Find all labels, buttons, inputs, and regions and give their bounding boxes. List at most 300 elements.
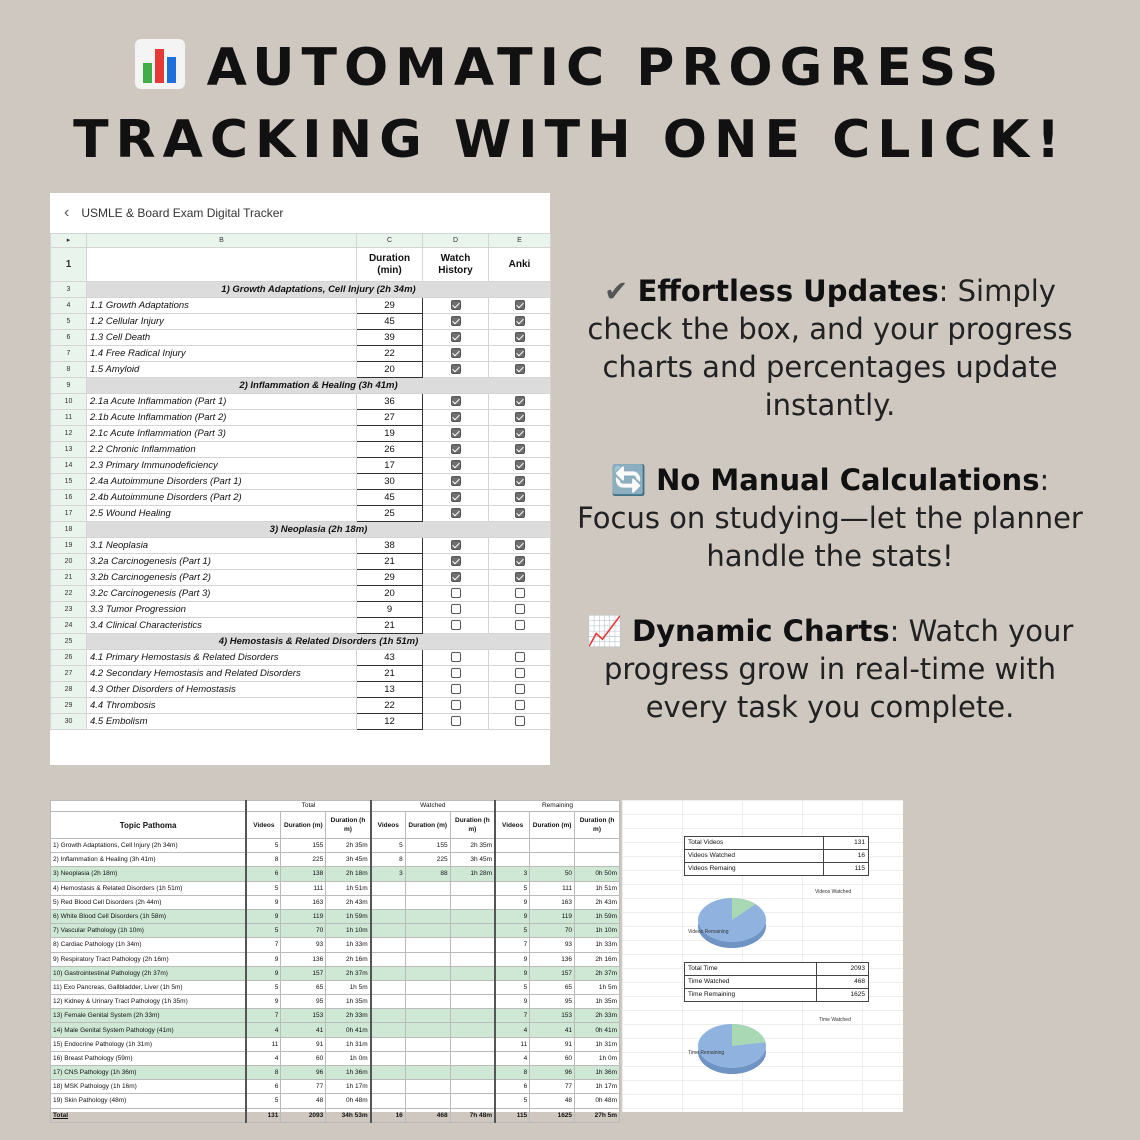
watched-minutes-cell[interactable] [405,966,450,980]
watch-checkbox[interactable] [451,572,461,582]
total-minutes-cell[interactable]: 93 [281,938,326,952]
remaining-minutes-cell[interactable]: 70 [530,924,575,938]
remaining-minutes-cell[interactable]: 95 [530,995,575,1009]
column-letter-d[interactable]: D [423,234,489,248]
watched-minutes-cell[interactable] [405,1080,450,1094]
total-videos-cell[interactable]: 5 [246,980,281,994]
total-minutes-cell[interactable]: 95 [281,995,326,1009]
total-videos-cell[interactable]: 4 [246,1023,281,1037]
remaining-minutes-cell[interactable]: 48 [530,1094,575,1108]
watched-minutes-cell[interactable] [405,938,450,952]
topic-cell[interactable]: 2.1c Acute Inflammation (Part 3) [87,426,357,442]
watch-checkbox[interactable] [451,300,461,310]
remaining-minutes-cell[interactable]: 111 [530,881,575,895]
row-number[interactable]: 14 [51,458,87,474]
watched-minutes-cell[interactable]: 88 [405,867,450,881]
remaining-videos-cell[interactable]: 9 [495,895,530,909]
duration-cell[interactable]: 30 [357,474,423,490]
topic-cell[interactable]: 14) Male Genital System Pathology (41m) [51,1023,247,1037]
watch-checkbox[interactable] [451,540,461,550]
remaining-minutes-cell[interactable]: 136 [530,952,575,966]
duration-cell[interactable]: 38 [357,538,423,554]
watch-checkbox[interactable] [451,508,461,518]
topic-cell[interactable]: 10) Gastrointestinal Pathology (2h 37m) [51,966,247,980]
anki-checkbox[interactable] [515,652,525,662]
topic-cell[interactable]: 6) White Blood Cell Disorders (1h 58m) [51,909,247,923]
column-letter-b[interactable]: B [87,234,357,248]
anki-checkbox[interactable] [515,332,525,342]
topic-cell[interactable]: 8) Cardiac Pathology (1h 34m) [51,938,247,952]
duration-cell[interactable]: 36 [357,394,423,410]
topic-cell[interactable]: 1) Growth Adaptations, Cell Injury (2h 34m) [51,839,247,853]
chevron-left-icon[interactable]: ‹ [64,204,70,221]
remaining-minutes-cell[interactable]: 41 [530,1023,575,1037]
remaining-videos-cell[interactable]: 9 [495,909,530,923]
watched-hm-cell[interactable]: 3h 45m [450,853,495,867]
topic-cell[interactable]: 2.5 Wound Healing [87,506,357,522]
topic-cell[interactable]: 4.2 Secondary Hemostasis and Related Disorders [87,666,357,682]
remaining-hm-cell[interactable]: 1h 31m [575,1037,620,1051]
row-number[interactable]: 18 [51,522,87,538]
row-number[interactable]: 21 [51,570,87,586]
total-minutes-cell[interactable]: 155 [281,839,326,853]
watched-hm-cell[interactable]: 1h 28m [450,867,495,881]
duration-cell[interactable]: 20 [357,586,423,602]
watch-checkbox[interactable] [451,556,461,566]
topic-cell[interactable]: 2.4b Autoimmune Disorders (Part 2) [87,490,357,506]
corner-cell[interactable]: ▸ [51,234,87,248]
total-minutes-cell[interactable]: 136 [281,952,326,966]
watched-hm-cell[interactable] [450,1023,495,1037]
remaining-hm-cell[interactable]: 1h 33m [575,938,620,952]
duration-cell[interactable]: 39 [357,330,423,346]
anki-checkbox[interactable] [515,556,525,566]
watched-videos-cell[interactable]: 3 [371,867,406,881]
row-number[interactable]: 15 [51,474,87,490]
anki-checkbox[interactable] [515,316,525,326]
topic-cell[interactable]: 1.1 Growth Adaptations [87,298,357,314]
row-number[interactable]: 5 [51,314,87,330]
watched-hm-cell[interactable] [450,1094,495,1108]
topic-cell[interactable]: 3) Neoplasia (2h 18m) [51,867,247,881]
watched-minutes-cell[interactable] [405,909,450,923]
watch-checkbox[interactable] [451,348,461,358]
total-hm-cell[interactable]: 1h 17m [326,1080,371,1094]
watched-hm-cell[interactable] [450,938,495,952]
watched-minutes-cell[interactable] [405,881,450,895]
anki-checkbox[interactable] [515,364,525,374]
remaining-hm-cell[interactable]: 2h 37m [575,966,620,980]
remaining-hm-cell[interactable]: 1h 5m [575,980,620,994]
duration-cell[interactable]: 22 [357,346,423,362]
anki-checkbox[interactable] [515,428,525,438]
anki-checkbox[interactable] [515,572,525,582]
remaining-hm-cell[interactable]: 0h 50m [575,867,620,881]
topic-cell[interactable]: 5) Red Blood Cell Disorders (2h 44m) [51,895,247,909]
remaining-hm-cell[interactable]: 2h 16m [575,952,620,966]
watched-hm-cell[interactable] [450,1037,495,1051]
total-videos-cell[interactable]: 9 [246,966,281,980]
watch-checkbox[interactable] [451,428,461,438]
watched-videos-cell[interactable] [371,995,406,1009]
remaining-videos-cell[interactable]: 4 [495,1023,530,1037]
anki-checkbox[interactable] [515,300,525,310]
watched-videos-cell[interactable] [371,1037,406,1051]
total-minutes-cell[interactable]: 119 [281,909,326,923]
total-minutes-cell[interactable]: 91 [281,1037,326,1051]
total-minutes-cell[interactable]: 77 [281,1080,326,1094]
duration-cell[interactable]: 21 [357,618,423,634]
watch-checkbox[interactable] [451,620,461,630]
watched-minutes-cell[interactable] [405,1094,450,1108]
topic-cell[interactable]: 18) MSK Pathology (1h 16m) [51,1080,247,1094]
total-videos-cell[interactable]: 9 [246,995,281,1009]
watched-videos-cell[interactable]: 5 [371,839,406,853]
anki-checkbox[interactable] [515,396,525,406]
topic-cell[interactable]: 4.4 Thrombosis [87,698,357,714]
remaining-videos-cell[interactable]: 5 [495,924,530,938]
remaining-minutes-cell[interactable]: 60 [530,1051,575,1065]
total-videos-cell[interactable]: 9 [246,952,281,966]
total-minutes-cell[interactable]: 41 [281,1023,326,1037]
total-videos-cell[interactable]: 5 [246,839,281,853]
remaining-videos-cell[interactable]: 7 [495,1009,530,1023]
total-hm-cell[interactable]: 1h 33m [326,938,371,952]
total-videos-cell[interactable]: 5 [246,881,281,895]
total-minutes-cell[interactable]: 96 [281,1066,326,1080]
row-number[interactable]: 7 [51,346,87,362]
total-hm-cell[interactable]: 1h 0m [326,1051,371,1065]
watched-minutes-cell[interactable] [405,924,450,938]
total-hm-cell[interactable]: 1h 31m [326,1037,371,1051]
watched-videos-cell[interactable] [371,1009,406,1023]
total-videos-cell[interactable]: 9 [246,909,281,923]
topic-cell[interactable]: 11) Exo Pancreas, Gallbladder, Liver (1h 5m) [51,980,247,994]
anki-checkbox[interactable] [515,620,525,630]
row-number[interactable]: 30 [51,714,87,730]
remaining-videos-cell[interactable]: 8 [495,1066,530,1080]
watch-checkbox[interactable] [451,460,461,470]
remaining-hm-cell[interactable] [575,839,620,853]
topic-cell[interactable]: 13) Female Genital System (2h 33m) [51,1009,247,1023]
total-hm-cell[interactable]: 1h 5m [326,980,371,994]
watch-checkbox[interactable] [451,668,461,678]
total-minutes-cell[interactable]: 153 [281,1009,326,1023]
row-number[interactable]: 13 [51,442,87,458]
total-hm-cell[interactable]: 2h 35m [326,839,371,853]
row-number[interactable]: 6 [51,330,87,346]
watched-hm-cell[interactable] [450,895,495,909]
duration-cell[interactable]: 26 [357,442,423,458]
remaining-hm-cell[interactable]: 1h 0m [575,1051,620,1065]
watched-videos-cell[interactable] [371,938,406,952]
watched-hm-cell[interactable] [450,881,495,895]
remaining-videos-cell[interactable]: 3 [495,867,530,881]
duration-cell[interactable]: 22 [357,698,423,714]
total-videos-cell[interactable]: 8 [246,1066,281,1080]
total-minutes-cell[interactable]: 157 [281,966,326,980]
duration-cell[interactable]: 20 [357,362,423,378]
total-videos-cell[interactable]: 9 [246,895,281,909]
anki-checkbox[interactable] [515,444,525,454]
total-hm-cell[interactable]: 34h 53m [326,1108,371,1122]
watched-hm-cell[interactable] [450,909,495,923]
topic-cell[interactable]: 3.4 Clinical Characteristics [87,618,357,634]
anki-checkbox[interactable] [515,716,525,726]
duration-cell[interactable]: 21 [357,666,423,682]
watch-checkbox[interactable] [451,412,461,422]
remaining-videos-cell[interactable]: 9 [495,966,530,980]
duration-cell[interactable]: 45 [357,490,423,506]
duration-cell[interactable]: 17 [357,458,423,474]
remaining-videos-cell[interactable]: 9 [495,952,530,966]
remaining-hm-cell[interactable]: 1h 59m [575,909,620,923]
total-minutes-cell[interactable]: 70 [281,924,326,938]
row-number[interactable]: 26 [51,650,87,666]
row-number[interactable]: 4 [51,298,87,314]
row-number[interactable]: 19 [51,538,87,554]
column-letter-c[interactable]: C [357,234,423,248]
total-videos-cell[interactable]: 7 [246,938,281,952]
watched-videos-cell[interactable] [371,1023,406,1037]
watch-checkbox[interactable] [451,652,461,662]
topic-cell[interactable]: 2.1b Acute Inflammation (Part 2) [87,410,357,426]
watch-checkbox[interactable] [451,492,461,502]
duration-cell[interactable]: 12 [357,714,423,730]
remaining-hm-cell[interactable]: 1h 51m [575,881,620,895]
watched-minutes-cell[interactable] [405,1051,450,1065]
watched-videos-cell[interactable] [371,1066,406,1080]
duration-cell[interactable]: 9 [357,602,423,618]
watched-hm-cell[interactable] [450,980,495,994]
topic-cell[interactable]: 1.4 Free Radical Injury [87,346,357,362]
watch-checkbox[interactable] [451,588,461,598]
watched-minutes-cell[interactable] [405,952,450,966]
topic-cell[interactable]: 3.2a Carcinogenesis (Part 1) [87,554,357,570]
topic-cell[interactable]: 3.3 Tumor Progression [87,602,357,618]
watched-videos-cell[interactable] [371,952,406,966]
total-hm-cell[interactable]: 1h 36m [326,1066,371,1080]
topic-cell[interactable]: 4) Hemostasis & Related Disorders (1h 51m) [51,881,247,895]
remaining-minutes-cell[interactable] [530,853,575,867]
total-hm-cell[interactable]: 1h 35m [326,995,371,1009]
topic-cell[interactable]: 16) Breast Pathology (59m) [51,1051,247,1065]
row-number[interactable]: 3 [51,282,87,298]
row-number[interactable]: 8 [51,362,87,378]
watch-checkbox[interactable] [451,604,461,614]
watched-minutes-cell[interactable] [405,1023,450,1037]
watched-hm-cell[interactable] [450,1066,495,1080]
watched-hm-cell[interactable] [450,1009,495,1023]
watched-videos-cell[interactable] [371,1094,406,1108]
topic-cell[interactable]: 2.1a Acute Inflammation (Part 1) [87,394,357,410]
watched-hm-cell[interactable] [450,966,495,980]
total-hm-cell[interactable]: 1h 59m [326,909,371,923]
watched-minutes-cell[interactable] [405,1009,450,1023]
duration-cell[interactable]: 27 [357,410,423,426]
watched-hm-cell[interactable]: 2h 35m [450,839,495,853]
watch-checkbox[interactable] [451,396,461,406]
watched-videos-cell[interactable]: 8 [371,853,406,867]
total-minutes-cell[interactable]: 60 [281,1051,326,1065]
total-videos-cell[interactable]: 6 [246,867,281,881]
topic-cell[interactable]: 3.2b Carcinogenesis (Part 2) [87,570,357,586]
topic-cell[interactable]: 12) Kidney & Urinary Tract Pathology (1h 35m) [51,995,247,1009]
watched-minutes-cell[interactable]: 468 [405,1108,450,1122]
remaining-minutes-cell[interactable]: 163 [530,895,575,909]
remaining-hm-cell[interactable]: 2h 33m [575,1009,620,1023]
topic-cell[interactable]: 4.1 Primary Hemostasis & Related Disorders [87,650,357,666]
watched-hm-cell[interactable] [450,1080,495,1094]
watched-minutes-cell[interactable]: 225 [405,853,450,867]
watched-videos-cell[interactable] [371,924,406,938]
row-number[interactable]: 17 [51,506,87,522]
anki-checkbox[interactable] [515,460,525,470]
total-hm-cell[interactable]: 2h 33m [326,1009,371,1023]
watched-minutes-cell[interactable] [405,980,450,994]
remaining-videos-cell[interactable]: 7 [495,938,530,952]
total-minutes-cell[interactable]: 138 [281,867,326,881]
row-number[interactable]: 9 [51,378,87,394]
remaining-videos-cell[interactable] [495,839,530,853]
anki-checkbox[interactable] [515,684,525,694]
watched-hm-cell[interactable] [450,924,495,938]
topic-cell[interactable]: Total [51,1108,247,1122]
watch-checkbox[interactable] [451,716,461,726]
total-videos-cell[interactable]: 8 [246,853,281,867]
anki-checkbox[interactable] [515,476,525,486]
watched-hm-cell[interactable] [450,952,495,966]
remaining-videos-cell[interactable]: 11 [495,1037,530,1051]
remaining-hm-cell[interactable]: 0h 41m [575,1023,620,1037]
watched-videos-cell[interactable] [371,909,406,923]
watch-checkbox[interactable] [451,364,461,374]
remaining-videos-cell[interactable]: 5 [495,1094,530,1108]
row-number[interactable]: 23 [51,602,87,618]
anki-checkbox[interactable] [515,668,525,678]
remaining-minutes-cell[interactable]: 153 [530,1009,575,1023]
anki-checkbox[interactable] [515,604,525,614]
watched-minutes-cell[interactable] [405,995,450,1009]
row-number[interactable]: 29 [51,698,87,714]
watch-checkbox[interactable] [451,700,461,710]
watch-checkbox[interactable] [451,476,461,486]
row-number[interactable]: 1 [51,248,87,282]
total-videos-cell[interactable]: 5 [246,1094,281,1108]
total-hm-cell[interactable]: 2h 16m [326,952,371,966]
total-minutes-cell[interactable]: 111 [281,881,326,895]
duration-cell[interactable]: 21 [357,554,423,570]
anki-checkbox[interactable] [515,348,525,358]
topic-cell[interactable]: 9) Respiratory Tract Pathology (2h 16m) [51,952,247,966]
topic-cell[interactable]: 1.5 Amyloid [87,362,357,378]
remaining-hm-cell[interactable]: 1h 10m [575,924,620,938]
row-number[interactable]: 27 [51,666,87,682]
total-hm-cell[interactable]: 1h 51m [326,881,371,895]
total-minutes-cell[interactable]: 65 [281,980,326,994]
total-hm-cell[interactable]: 0h 48m [326,1094,371,1108]
watch-checkbox[interactable] [451,444,461,454]
remaining-minutes-cell[interactable]: 50 [530,867,575,881]
remaining-minutes-cell[interactable] [530,839,575,853]
topic-cell[interactable]: 3.1 Neoplasia [87,538,357,554]
duration-cell[interactable]: 19 [357,426,423,442]
total-videos-cell[interactable]: 7 [246,1009,281,1023]
row-number[interactable]: 20 [51,554,87,570]
watched-minutes-cell[interactable] [405,1066,450,1080]
watched-videos-cell[interactable] [371,980,406,994]
anki-checkbox[interactable] [515,412,525,422]
duration-cell[interactable]: 25 [357,506,423,522]
total-videos-cell[interactable]: 5 [246,924,281,938]
watched-videos-cell[interactable]: 16 [371,1108,406,1122]
remaining-hm-cell[interactable]: 1h 17m [575,1080,620,1094]
remaining-videos-cell[interactable]: 5 [495,980,530,994]
duration-cell[interactable]: 45 [357,314,423,330]
watched-videos-cell[interactable] [371,895,406,909]
row-number[interactable]: 25 [51,634,87,650]
topic-cell[interactable]: 3.2c Carcinogenesis (Part 3) [87,586,357,602]
row-number[interactable]: 24 [51,618,87,634]
anki-checkbox[interactable] [515,492,525,502]
topic-cell[interactable]: 17) CNS Pathology (1h 36m) [51,1066,247,1080]
remaining-videos-cell[interactable]: 6 [495,1080,530,1094]
watched-videos-cell[interactable] [371,1080,406,1094]
remaining-videos-cell[interactable]: 115 [495,1108,530,1122]
watched-minutes-cell[interactable] [405,895,450,909]
anki-checkbox[interactable] [515,700,525,710]
total-minutes-cell[interactable]: 2093 [281,1108,326,1122]
row-number[interactable]: 11 [51,410,87,426]
topic-cell[interactable]: 15) Endocrine Pathology (1h 31m) [51,1037,247,1051]
total-videos-cell[interactable]: 131 [246,1108,281,1122]
duration-cell[interactable]: 29 [357,298,423,314]
remaining-minutes-cell[interactable]: 93 [530,938,575,952]
total-hm-cell[interactable]: 2h 37m [326,966,371,980]
remaining-videos-cell[interactable]: 5 [495,881,530,895]
remaining-hm-cell[interactable]: 0h 48m [575,1094,620,1108]
watched-videos-cell[interactable] [371,881,406,895]
topic-cell[interactable]: 2) Inflammation & Healing (3h 41m) [51,853,247,867]
remaining-minutes-cell[interactable]: 96 [530,1066,575,1080]
remaining-videos-cell[interactable] [495,853,530,867]
total-hm-cell[interactable]: 1h 10m [326,924,371,938]
total-minutes-cell[interactable]: 163 [281,895,326,909]
watch-checkbox[interactable] [451,332,461,342]
watched-hm-cell[interactable] [450,995,495,1009]
topic-cell[interactable]: 2.4a Autoimmune Disorders (Part 1) [87,474,357,490]
topic-cell[interactable]: 1.3 Cell Death [87,330,357,346]
row-number[interactable]: 12 [51,426,87,442]
duration-cell[interactable]: 29 [357,570,423,586]
watched-hm-cell[interactable] [450,1051,495,1065]
anki-checkbox[interactable] [515,588,525,598]
remaining-videos-cell[interactable]: 4 [495,1051,530,1065]
watched-hm-cell[interactable]: 7h 48m [450,1108,495,1122]
topic-cell[interactable]: 19) Skin Pathology (48m) [51,1094,247,1108]
total-videos-cell[interactable]: 11 [246,1037,281,1051]
total-hm-cell[interactable]: 2h 43m [326,895,371,909]
row-number[interactable]: 16 [51,490,87,506]
remaining-minutes-cell[interactable]: 119 [530,909,575,923]
row-number[interactable]: 28 [51,682,87,698]
duration-cell[interactable]: 43 [357,650,423,666]
topic-cell[interactable]: 2.3 Primary Immunodeficiency [87,458,357,474]
anki-checkbox[interactable] [515,540,525,550]
row-number[interactable]: 10 [51,394,87,410]
remaining-minutes-cell[interactable]: 157 [530,966,575,980]
remaining-minutes-cell[interactable]: 91 [530,1037,575,1051]
